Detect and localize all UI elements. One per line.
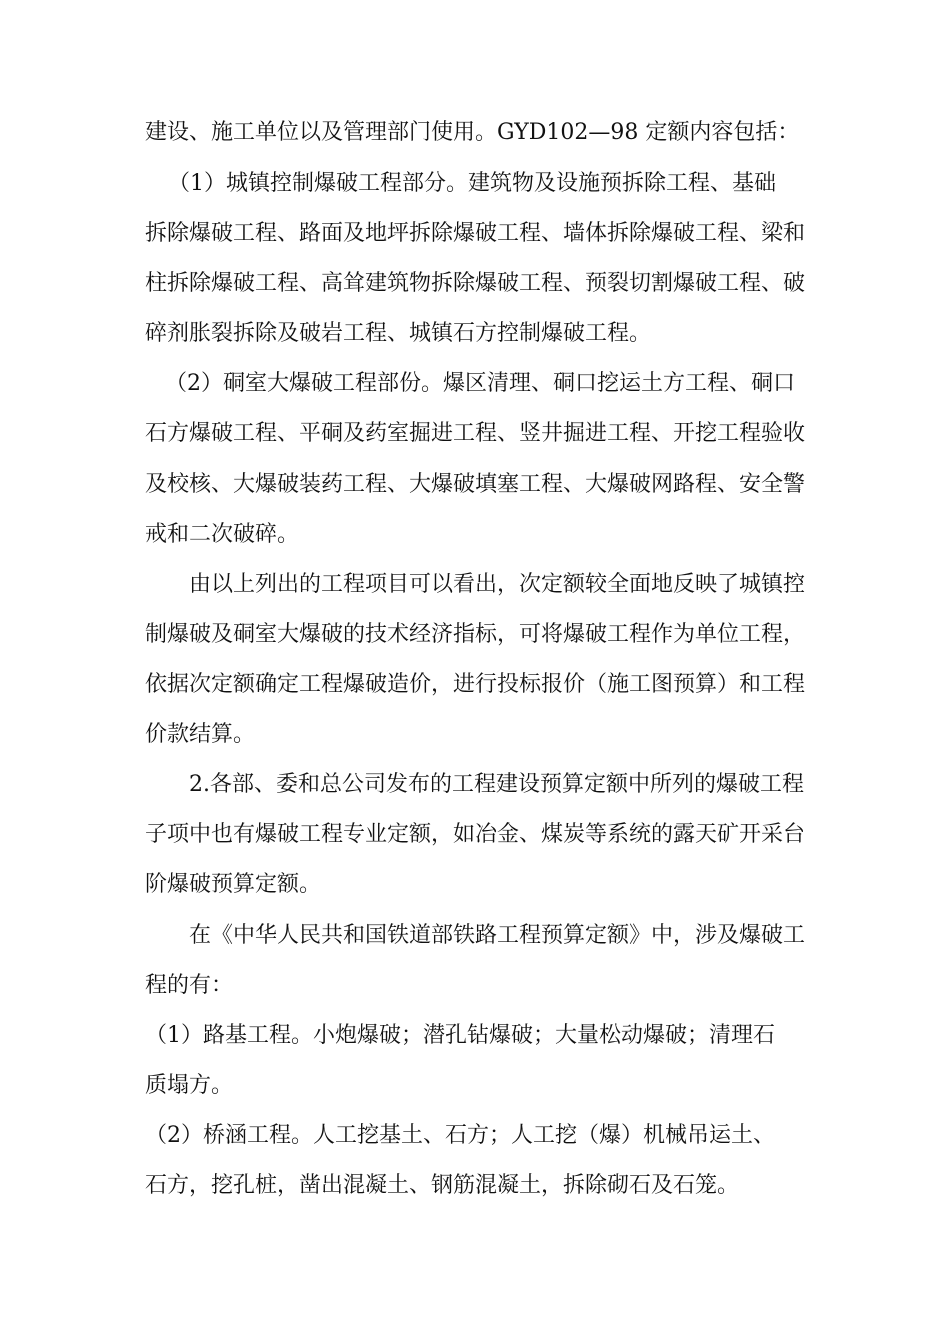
text-line: 拆除爆破工程、路面及地坪拆除爆破工程、墙体拆除爆破工程、梁和 [145,221,806,246]
text-line: 子项中也有爆破工程专业定额，如冶金、煤炭等系统的露天矿开采台 [145,822,806,847]
text-line: 在《中华人民共和国铁道部铁路工程预算定额》中，涉及爆破工 [189,923,806,948]
text-line: 由以上列出的工程项目可以看出，次定额较全面地反映了城镇控 [189,572,806,597]
text-line: 程的有： [145,973,234,998]
text-line: （1）路基工程。小炮爆破；潜孔钻爆破；大量松动爆破；清理石 [145,1023,775,1048]
text-line: 2.各部、委和总公司发布的工程建设预算定额中所列的爆破工程 [189,772,804,797]
text-line: 石方，挖孔桩，凿出混凝土、钢筋混凝土，拆除砌石及石笼。 [145,1173,740,1198]
text-line: 依据次定额确定工程爆破造价，进行投标报价（施工图预算）和工程 [145,672,806,697]
text-line: 建设、施工单位以及管理部门使用。GYD102—98 定额内容包括： [145,120,800,145]
text-line: 阶爆破预算定额。 [145,872,322,897]
text-line: 质塌方。 [145,1073,234,1098]
text-line: 价款结算。 [145,722,256,747]
text-line: 石方爆破工程、平硐及药室掘进工程、竖井掘进工程、开挖工程验收 [145,421,806,446]
text-line: （2）桥涵工程。人工挖基土、石方；人工挖（爆）机械吊运土、 [145,1123,775,1148]
text-line: 碎剂胀裂拆除及破岩工程、城镇石方控制爆破工程。 [145,321,652,346]
text-line: （1）城镇控制爆破工程部分。建筑物及设施预拆除工程、基础 [168,171,776,196]
text-line: 戒和二次破碎。 [145,522,300,547]
text-line: 制爆破及硐室大爆破的技术经济指标，可将爆破工程作为单位工程， [145,622,806,647]
text-line: 及校核、大爆破装药工程、大爆破填塞工程、大爆破网路程、安全警 [145,472,806,497]
text-line: （2）硐室大爆破工程部份。爆区清理、硐口挖运土方工程、硐口 [165,371,795,396]
text-line: 柱拆除爆破工程、高耸建筑物拆除爆破工程、预裂切割爆破工程、破 [145,271,806,296]
